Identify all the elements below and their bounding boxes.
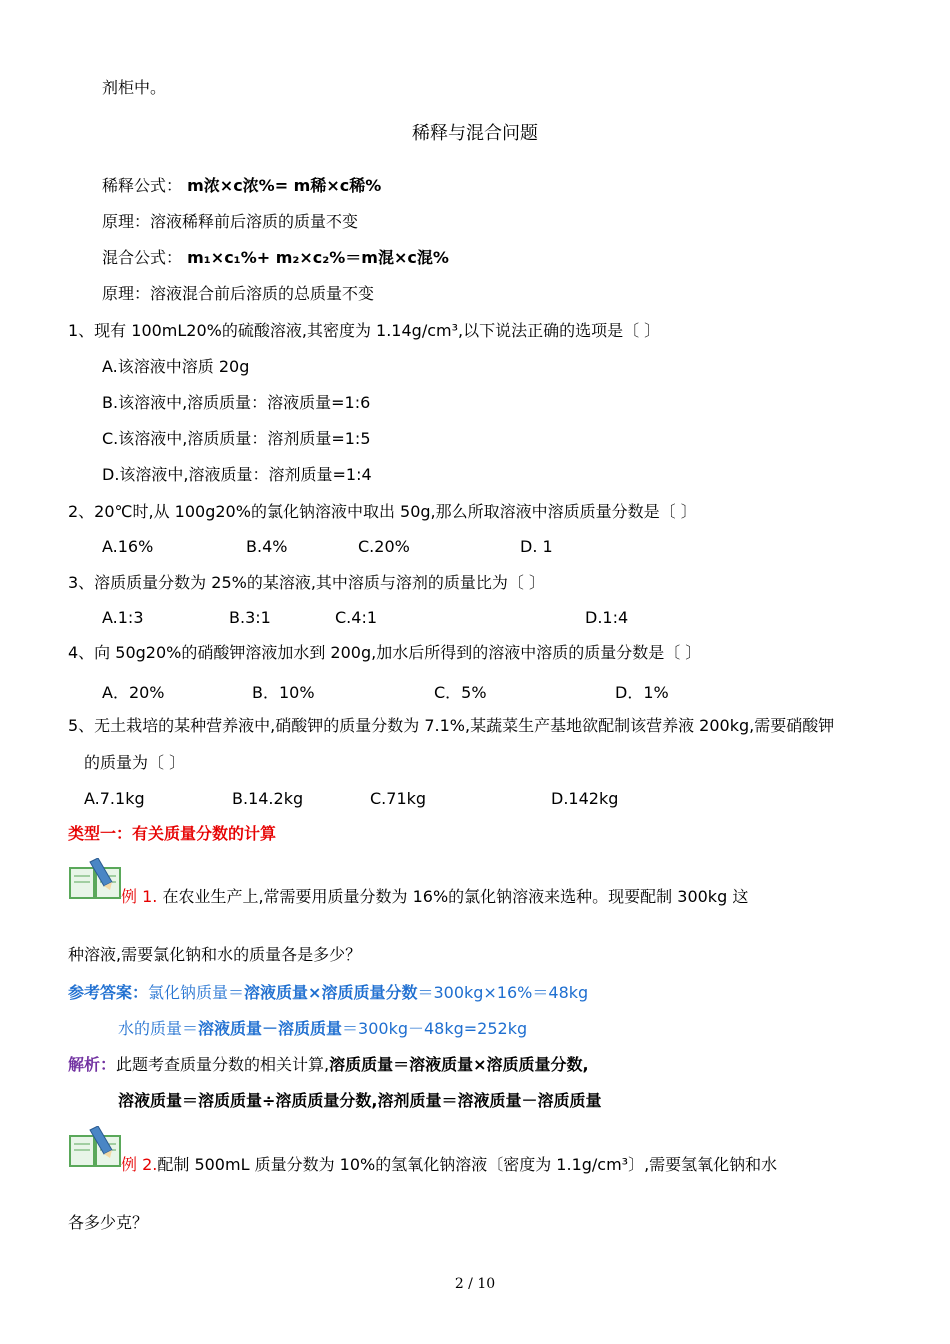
question-1-option-b: B.该溶液中,溶质质量：溶液质量=1:6 (102, 393, 371, 412)
question-4-option-d: D．1% (615, 683, 669, 702)
question-2-option-a: A.16% (102, 537, 154, 556)
question-2-option-c: C.20% (358, 537, 410, 556)
page-number: 2 / 10 (454, 1276, 496, 1292)
example-1-label: 例 1. (121, 887, 158, 906)
question-4-stem: 4、向 50g20%的硝酸钾溶液加水到 200g,加水后所得到的溶液中溶质的质量分数是〔 〕 (68, 643, 702, 662)
question-5-option-a: A.7.1kg (84, 789, 145, 808)
book-pencil-icon (68, 858, 124, 896)
answer-2a: 水的质量＝ (118, 1019, 199, 1038)
question-1-option-d: D.该溶液中,溶液质量：溶剂质量=1:4 (102, 465, 372, 484)
dilution-formula-line (102, 176, 381, 196)
example-2-label: 例 2. (121, 1155, 158, 1174)
type-heading: 类型一：有关质量分数的计算 (68, 824, 277, 843)
analysis-line-2: 溶液质量＝溶质质量÷溶质质量分数,溶剂质量＝溶液质量－溶质质量 (118, 1091, 602, 1110)
mix-label: 混合公式： (102, 248, 183, 267)
analysis-a: 此题考查质量分数的相关计算, (116, 1055, 330, 1074)
question-3-option-d: D.1:4 (585, 608, 629, 627)
question-5-option-b: B.14.2kg (232, 789, 304, 808)
example-1-text-cont: 种溶液,需要氯化钠和水的质量各是多少？ (68, 945, 362, 964)
answer-line-2 (118, 1019, 527, 1039)
answer-1a: 氯化钠质量＝ (148, 983, 245, 1002)
question-4-option-a: A．20% (102, 683, 165, 702)
question-5-option-c: C.71kg (370, 789, 427, 808)
question-3-option-c: C.4:1 (335, 608, 378, 627)
question-1-option-a: A.该溶液中溶质 20g (102, 357, 250, 376)
analysis-line-1 (68, 1055, 589, 1075)
answer-2c: ＝300kg－48kg=252kg (342, 1019, 528, 1038)
mix-formula: m₁×c₁%+ m₂×c₂%＝m混×c混% (187, 248, 449, 267)
question-5-option-d: D.142kg (551, 789, 619, 808)
question-3-option-b: B.3:1 (229, 608, 271, 627)
example-1-body: 在农业生产上,常需要用质量分数为 16%的氯化钠溶液来选种。现要配制 300kg 这 (157, 887, 749, 906)
question-2-stem: 2、20℃时,从 100g20%的氯化钠溶液中取出 50g,那么所取溶液中溶质质量分数是〔 〕 (68, 502, 697, 521)
answer-1b: 溶液质量×溶质质量分数 (244, 983, 418, 1002)
question-2-option-d: D. 1 (520, 537, 553, 556)
mix-formula-line (102, 248, 449, 268)
analysis-b: 溶质质量＝溶液质量×溶质质量分数, (329, 1055, 589, 1074)
top-line: 剂柜中。 (102, 78, 167, 97)
answer-line-1 (68, 983, 588, 1003)
analysis-label: 解析： (68, 1055, 117, 1074)
book-pencil-icon (68, 1126, 124, 1164)
example-2-text-cont: 各多少克？ (68, 1213, 149, 1232)
answer-1c: ＝300kg×16%＝48kg (417, 983, 589, 1002)
question-5-stem-cont: 的质量为〔 〕 (84, 753, 186, 772)
question-3-stem: 3、溶质质量分数为 25%的某溶液,其中溶质与溶剂的质量比为〔 〕 (68, 573, 546, 592)
section-title: 稀释与混合问题 (412, 123, 538, 144)
question-5-stem: 5、无土栽培的某种营养液中,硝酸钾的质量分数为 7.1%,某蔬菜生产基地欲配制该营养液 200kg,需要硝酸钾 (68, 716, 835, 735)
question-2-option-b: B.4% (246, 537, 288, 556)
answer-2b: 溶液质量－溶质质量 (198, 1019, 343, 1038)
question-4-option-b: B．10% (252, 683, 315, 702)
answer-label: 参考答案： (68, 983, 149, 1002)
dilution-formula: m浓×c浓%= m稀×c稀% (187, 176, 382, 195)
question-4-option-c: C．5% (434, 683, 487, 702)
example-1-text (121, 887, 748, 907)
example-2-body: 配制 500mL 质量分数为 10%的氢氧化钠溶液〔密度为 1.1g/cm³〕,需要氢氧化钠和水 (157, 1155, 778, 1174)
mix-principle: 原理：溶液混合前后溶质的总质量不变 (102, 284, 375, 303)
question-1-option-c: C.该溶液中,溶质质量：溶剂质量=1:5 (102, 429, 371, 448)
question-3-option-a: A.1:3 (102, 608, 144, 627)
example-2-text (121, 1155, 777, 1175)
dilution-principle: 原理：溶液稀释前后溶质的质量不变 (102, 212, 359, 231)
dilution-label: 稀释公式： (102, 176, 183, 195)
question-1-stem: 1、现有 100mL20%的硫酸溶液,其密度为 1.14g/cm³,以下说法正确的选项是〔 〕 (68, 321, 661, 340)
